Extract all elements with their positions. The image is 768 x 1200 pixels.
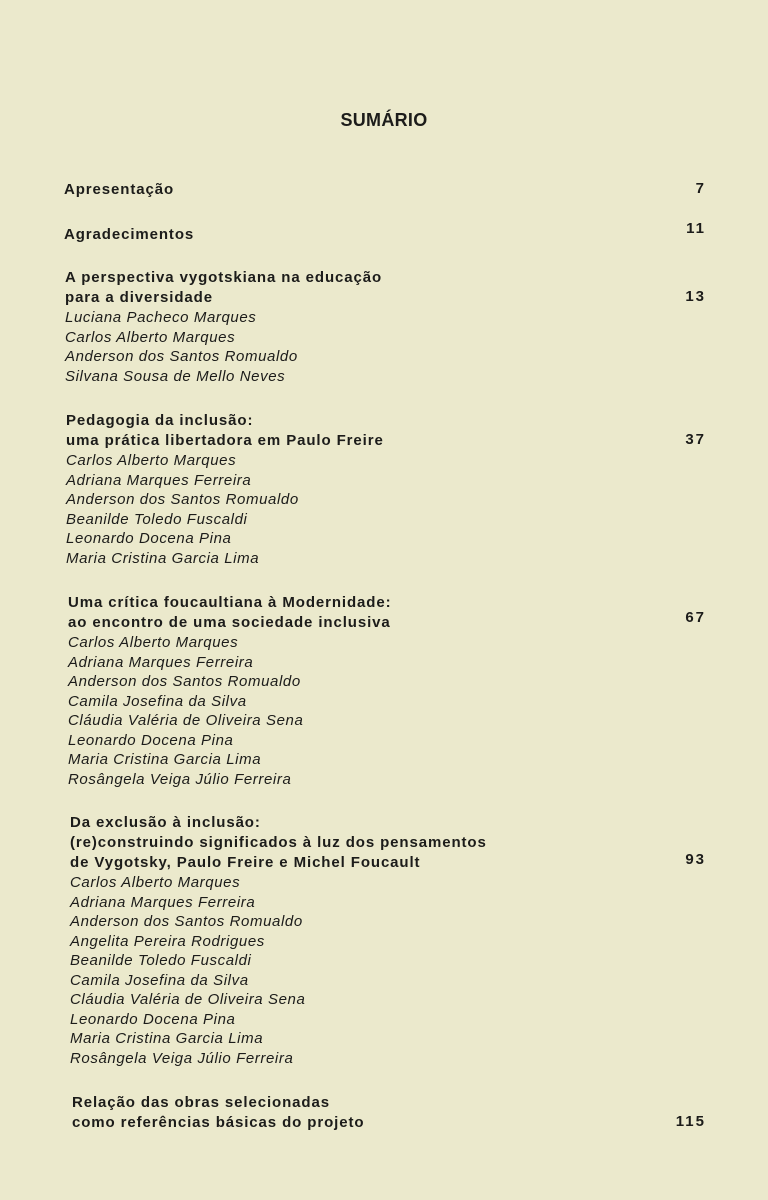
- entry-page-number: 93: [685, 851, 706, 868]
- entry-author: Leonardo Docena Pina: [68, 731, 234, 749]
- entry-title-line: Agradecimentos: [64, 226, 195, 243]
- entry-author: Anderson dos Santos Romualdo: [70, 913, 303, 930]
- toc-entry: [65, 268, 706, 386]
- entry-title-line: uma prática libertadora em Paulo Freire: [66, 432, 384, 449]
- entry-author: Maria Cristina Garcia Lima: [70, 1030, 264, 1047]
- entry-author: Camila Josefina da Silva: [68, 692, 247, 710]
- page-title: SUMÁRIO: [340, 110, 428, 130]
- entry-page-number: 37: [685, 431, 706, 448]
- toc-entry: [64, 220, 706, 245]
- entry-page-number: 11: [686, 220, 706, 237]
- entry-page-number: 115: [675, 1113, 706, 1130]
- entry-author: Maria Cristina Garcia Lima: [68, 751, 262, 768]
- entry-title-line: de Vygotsky, Paulo Freire e Michel Foucault: [70, 854, 421, 871]
- entry-page-number: 13: [685, 288, 706, 305]
- entry-author: Beanilde Toledo Fuscaldi: [66, 510, 248, 528]
- entry-author: Angelita Pereira Rodrigues: [70, 932, 265, 950]
- entry-author: Carlos Alberto Marques: [68, 634, 239, 651]
- entry-author: Cláudia Valéria de Oliveira Sena: [70, 991, 306, 1008]
- toc-entry: [70, 813, 706, 1068]
- entry-author: Cláudia Valéria de Oliveira Sena: [68, 712, 304, 729]
- entry-title-line: (re)construindo significados à luz dos pensamentos: [70, 834, 487, 851]
- entry-title-line: Pedagogia da inclusão:: [66, 412, 254, 429]
- entry-title-line: como referências básicas do projeto: [72, 1114, 365, 1131]
- entry-author: Adriana Marques Ferreira: [66, 471, 252, 489]
- entry-author: Anderson dos Santos Romualdo: [65, 348, 298, 365]
- entry-author: Carlos Alberto Marques: [70, 874, 241, 891]
- entry-author: Maria Cristina Garcia Lima: [66, 549, 260, 567]
- entry-title-line: Da exclusão à inclusão:: [70, 814, 261, 831]
- toc-entry: [64, 180, 706, 200]
- toc-entry: [66, 411, 706, 568]
- entry-author: Rosângela Veiga Júlio Ferreira: [70, 1049, 294, 1067]
- entry-title-line: Uma crítica foucaultiana à Modernidade:: [68, 594, 392, 611]
- entry-title-line: A perspectiva vygotskiana na educação: [65, 269, 383, 286]
- toc-entry: [68, 593, 706, 789]
- entry-author: Luciana Pacheco Marques: [65, 309, 257, 326]
- entry-page-number: 7: [695, 180, 706, 197]
- entry-page-number: 67: [685, 609, 706, 626]
- entry-author: Adriana Marques Ferreira: [70, 893, 256, 911]
- entry-title-line: para a diversidade: [65, 289, 213, 306]
- entry-author: Carlos Alberto Marques: [65, 328, 236, 346]
- entry-title-line: Relação das obras selecionadas: [72, 1094, 330, 1111]
- entry-author: Carlos Alberto Marques: [66, 452, 237, 469]
- entry-author: Silvana Sousa de Mello Neves: [65, 367, 286, 385]
- entry-author: Anderson dos Santos Romualdo: [66, 491, 299, 508]
- entry-author: Camila Josefina da Silva: [70, 971, 249, 989]
- entry-author: Anderson dos Santos Romualdo: [68, 673, 301, 690]
- entry-title-line: ao encontro de uma sociedade inclusiva: [68, 614, 391, 631]
- toc-entry: [72, 1093, 706, 1133]
- entry-title-line: Apresentação: [64, 181, 175, 198]
- entry-author: Leonardo Docena Pina: [70, 1010, 236, 1028]
- entry-author: Leonardo Docena Pina: [66, 530, 232, 547]
- entry-author: Rosângela Veiga Júlio Ferreira: [68, 770, 292, 788]
- entry-author: Adriana Marques Ferreira: [68, 653, 254, 671]
- entry-author: Beanilde Toledo Fuscaldi: [70, 952, 252, 969]
